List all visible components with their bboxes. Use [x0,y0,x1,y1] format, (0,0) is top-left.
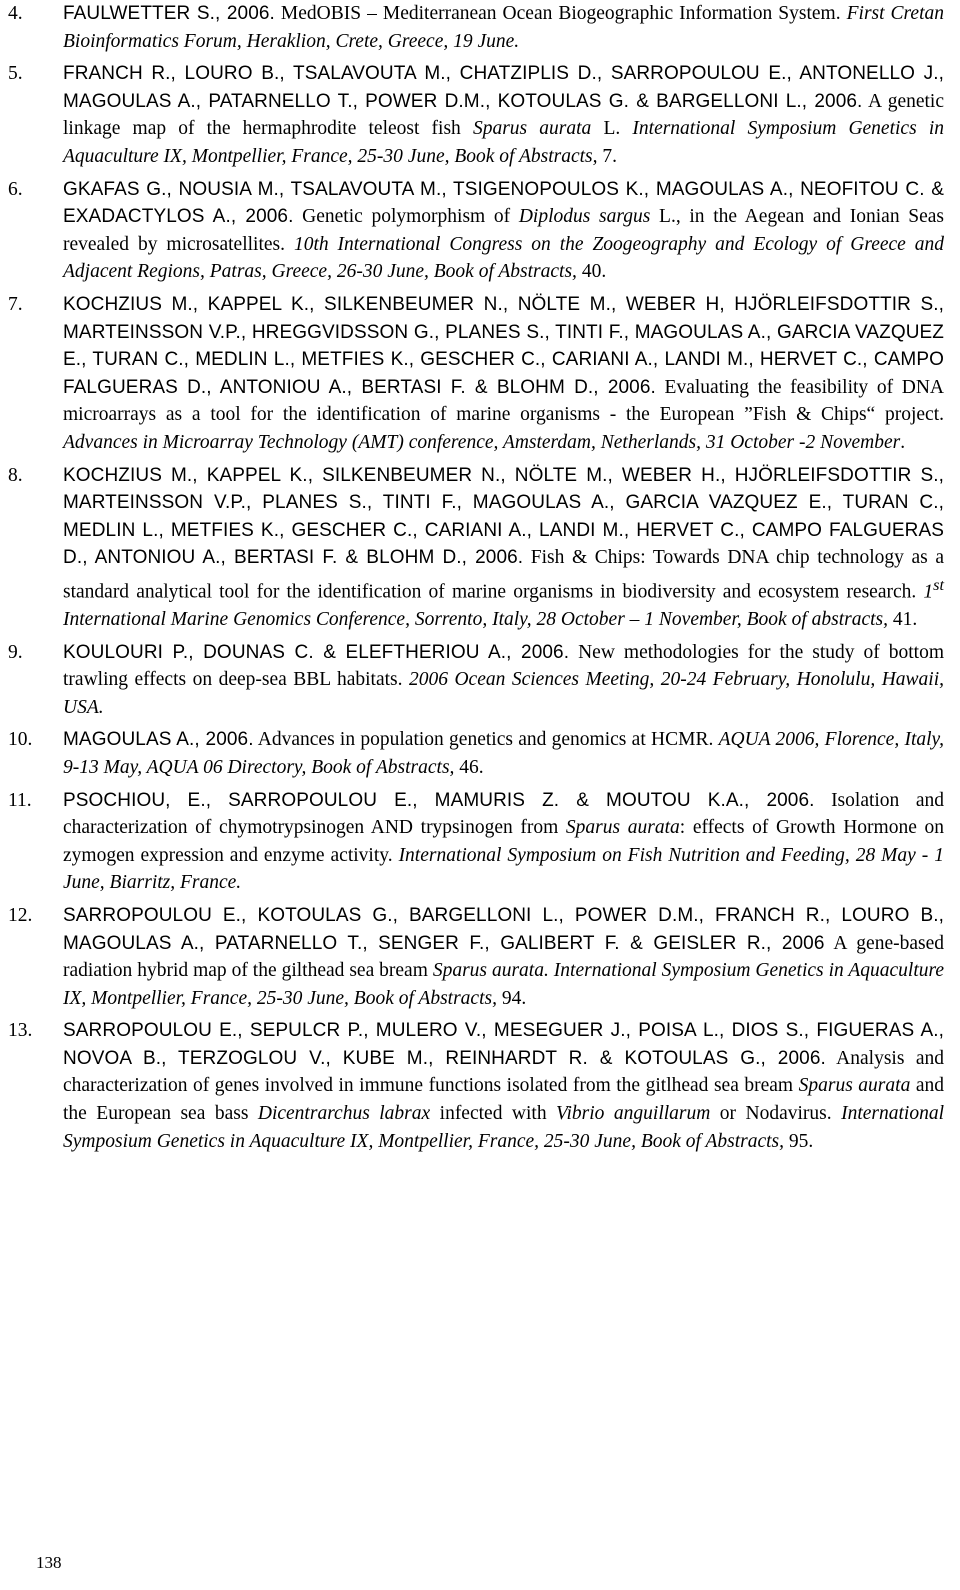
reference-title-cont: L., in the Aegean and Ionian Seas revealed by microsatellites. [63,206,944,255]
reference-text [63,902,944,1012]
reference-venue: First Cretan Bioinformatics Forum, Heraklion, Crete, Greece, 19 June. [63,3,944,52]
reference-title: A gene-based radiation hybrid map of the gilthead sea bream [63,932,945,982]
reference-title: Isolation and characterization of chymotrypsinogen AND trypsinogen from [63,789,944,839]
reference-venue: International Symposium Genetics in Aquaculture IX, Montpellier, France, 25-30 June, Book of Abstracts, [63,960,945,1009]
reference-authors: GKAFAS G., NOUSIA M., TSALAVOUTA M., TSIGENOPOULOS K., MAGOULAS A., NEOFITOU C. & EXADACTYLOS A., 2006. [63,178,944,228]
reference-text [63,291,944,457]
reference-venue: 10th International Congress on the Zoogeography and Ecology of Greece and Adjacent Regions, Patras, Greece, 26-30 June, Book of Abstracts, [63,233,944,283]
reference-venue: International Symposium on Fish Nutrition and Feeding, 28 May - 1 June, Biarritz, France. [63,844,944,894]
reference-item-13 [8,1017,944,1155]
reference-title-cont: infected with [430,1103,557,1125]
reference-number: 10. [8,729,33,751]
reference-number: 6. [8,178,23,200]
reference-title: A genetic linkage map of the hermaphrodite teleost fish [63,90,944,140]
reference-item-10 [8,726,944,781]
species-name: Vibrio anguillarum [556,1103,711,1125]
reference-end: . [900,431,906,453]
reference-title: MedOBIS – Mediterranean Ocean Biogeographic Information System. [274,3,841,24]
reference-venue: Advances in Microarray Technology (AMT) conference, Amsterdam, Netherlands, 31 October -2 November [63,431,901,453]
reference-number: 4. [8,3,23,24]
reference-title-cont: L. [591,118,633,140]
species-name: Diplodus sargus [518,206,651,228]
reference-item-6 [8,176,944,286]
reference-title: Advances in population genetics and genomics at HCMR. [253,729,719,751]
reference-title-cont: and the European sea bass [63,1075,945,1125]
reference-number: 12. [8,904,33,926]
reference-number: 13. [8,1020,33,1042]
reference-text [63,60,944,170]
reference-authors: KOCHZIUS M., KAPPEL K., SILKENBEUMER N., NÖLTE M., WEBER H., HJÖRLEIFSDOTTIR S., MARTEINSSON V.P., PLANES S., TINTI F., MAGOULAS A., GARCIA VAZQUEZ E., TURAN C., MEDLIN L., METFIES K., GESCHER C., CARIANI A., LANDI M., HERVET C., CAMPO FALGUERAS D., ANTONIOU A., BERTASI F. & BLOHM D., 2006. [63,464,944,569]
species-name: Sparus aurata [798,1075,911,1097]
species-name: Sparus aurata [565,817,680,839]
reference-authors: KOCHZIUS M., KAPPEL K., SILKENBEUMER N., NÖLTE M., WEBER H, HJÖRLEIFSDOTTIR S., MARTEINSSON V.P., HREGGVIDSSON G., PLANES S., TINTI F., MAGOULAS A., GARCIA VAZQUEZ E., TURAN C., MEDLIN L., METFIES K., GESCHER C., CARIANI A., LANDI M., HERVET C., CAMPO FALGUERAS D., ANTONIOU A., BERTASI F. & BLOHM D., 2006. [63,293,944,398]
reference-authors: FRANCH R., LOURO B., TSALAVOUTA M., CHATZIPLIS D., SARROPOULOU E., ANTONELLO J., MAGOULAS A., PATARNELLO T., POWER D.M., KOTOULAS G. & BARGELLONI L., 2006. [63,63,944,112]
reference-authors: SARROPOULOU E., KOTOULAS G., BARGELLONI L., POWER D.M., FRANCH R., LOURO B., MAGOULAS A., PATARNELLO T., SENGER F., GALIBERT F. & GEISLER R., 2006 [63,904,944,954]
reference-item-9 [8,639,944,722]
reference-item-4 [8,0,944,55]
species-name: Sparus aurata [472,118,592,140]
reference-text [63,1017,944,1155]
reference-venue: AQUA 2006, Florence, Italy, 9-13 May, AQUA 06 Directory, Book of Abstracts, [63,729,945,778]
reference-title-cont: : effects of Growth Hormone on zymogen expression and enzyme activity. [63,817,945,866]
reference-item-7 [8,291,944,457]
reference-page: 95. [784,1130,814,1152]
reference-venue: International Symposium Genetics in Aquaculture IX, Montpellier, France, 25-30 June, Book of Abstracts, [63,1103,944,1152]
reference-text [63,787,944,897]
species-name: Dicentrarchus labrax [257,1103,431,1125]
reference-page: 7. [597,145,618,167]
reference-title: New methodologies for the study of bottom trawling effects on deep-sea BBL habitats. [63,641,945,691]
reference-number: 9. [8,641,23,663]
reference-title-cont: or Nodavirus. [710,1103,842,1125]
reference-venue: 2006 Ocean Sciences Meeting, 20-24 February, Honolulu, Hawaii, USA. [63,669,944,718]
reference-title: Analysis and characterization of genes involved in immune functions isolated from the gitlhead sea bream [63,1047,944,1097]
reference-item-8 [8,462,944,634]
reference-list [8,0,944,1160]
reference-number: 11. [8,789,32,811]
reference-authors: SARROPOULOU E., SEPULCR P., MULERO V., MESEGUER J., POISA L., DIOS S., FIGUERAS A., NOVOA B., TERZOGLOU V., KUBE M., REINHARDT R. & KOTOULAS G., 2006. [63,1020,944,1069]
reference-title: Evaluating the feasibility of DNA microarrays as a tool for the identification of marine organisms - the European ”Fish & Chips“ project. [63,376,944,426]
reference-title: Fish & Chips: Towards DNA chip technology as a standard analytical tool for the identification of marine organisms in biodiversity and ecosystem research. [63,547,944,603]
reference-authors: FAULWETTER S., 2006. [63,3,275,24]
reference-authors: PSOCHIOU, E., SARROPOULOU E., MAMURIS Z. & MOUTOU K.A., 2006. [63,789,815,811]
reference-authors: MAGOULAS A., 2006. [63,729,254,751]
reference-number: 7. [8,293,23,315]
reference-venue: International Symposium Genetics in Aquaculture IX, Montpellier, France, 25-30 June, Book of Abstracts, [63,118,944,167]
reference-item-12 [8,902,944,1012]
reference-text [63,726,944,781]
reference-number: 5. [8,63,23,85]
reference-page: 94. [496,987,527,1009]
page-number: 138 [36,1553,62,1572]
reference-text [63,176,944,286]
reference-page: 40. [576,261,607,283]
reference-page: 41. [888,608,918,630]
reference-venue-number: 1 [923,581,934,603]
reference-item-5 [8,60,944,170]
reference-text [63,0,944,55]
reference-item-11 [8,787,944,897]
reference-venue-ordinal: st [933,575,944,594]
reference-number: 8. [8,464,23,486]
reference-text [63,639,944,722]
reference-page: 46. [454,756,484,778]
species-name: Sparus aurata. [432,960,549,982]
reference-venue: International Marine Genomics Conference, Sorrento, Italy, 28 October – 1 November, Book of abstracts, [63,608,889,630]
reference-authors: KOULOURI P., DOUNAS C. & ELEFTHERIOU A., 2006. [63,641,570,663]
reference-title: Genetic polymorphism of [293,206,519,228]
reference-text [63,462,944,634]
